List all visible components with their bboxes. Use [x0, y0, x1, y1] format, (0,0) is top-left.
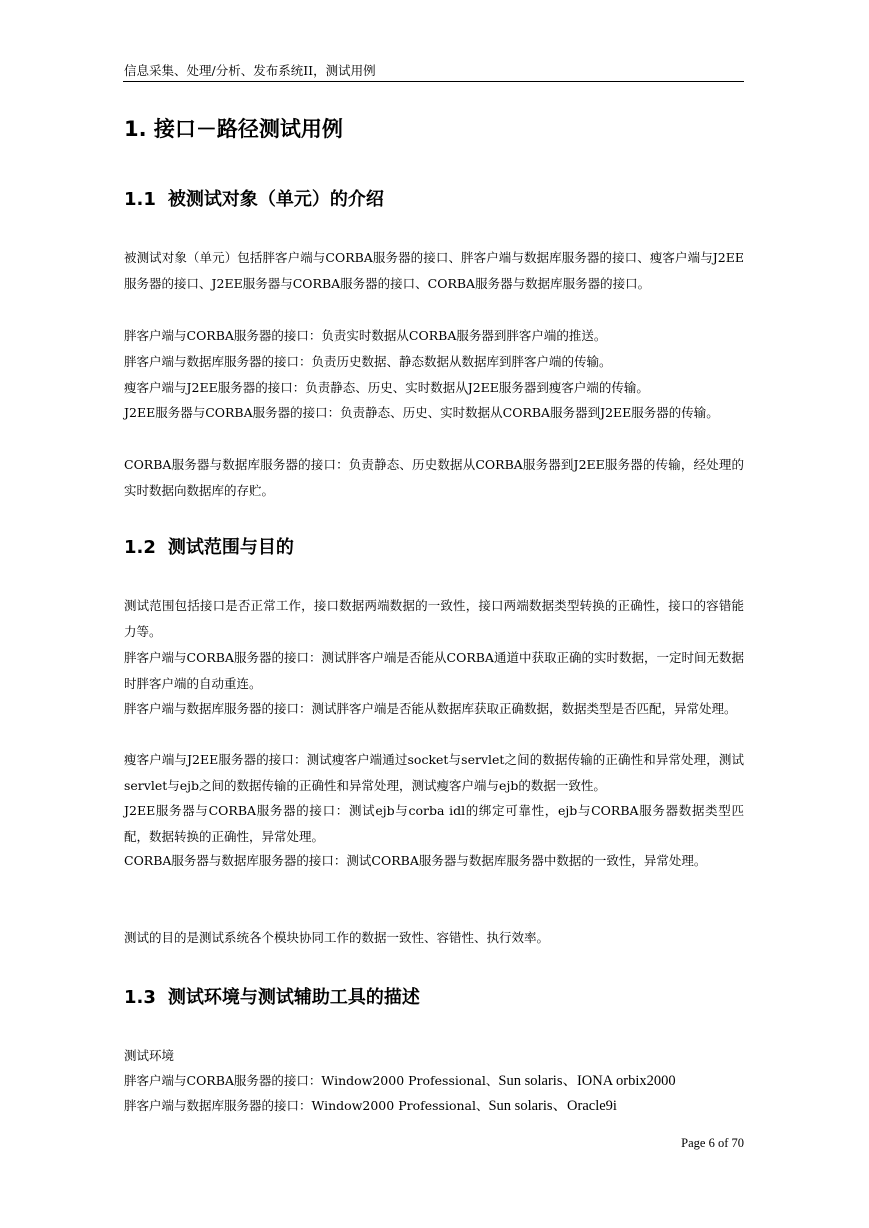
- paragraph: CORBA服务器与数据库服务器的接口：测试CORBA服务器与数据库服务器中数据的一致性，异常处理。: [124, 853, 707, 868]
- env-line-tail: Sun solaris、Oracle9i: [488, 1098, 617, 1114]
- env-line-tail: Sun solaris、IONA orbix2000: [498, 1073, 676, 1089]
- env-label: 测试环境: [124, 1048, 175, 1063]
- section-heading-1-3: [124, 985, 420, 1011]
- section-heading-1-1: [124, 187, 384, 213]
- section-title: 测试范围与目的: [167, 537, 294, 558]
- paragraph: 测试的目的是测试系统各个模块协同工作的数据一致性、容错性、执行效率。: [124, 930, 550, 945]
- page-number: Page 6 of 70: [681, 1136, 744, 1150]
- chapter-title: 1. 接口－路径测试用例: [124, 117, 343, 141]
- paragraph: 瘦客户端与J2EE服务器的接口：测试瘦客户端通过socket与servlet之间的数据传输的正确性和异常处理，测试servlet与ejb之间的数据传输的正确性和异常处理，测试瘦客户端与ejb的数据一致性。: [124, 752, 744, 793]
- env-line: [124, 1093, 617, 1119]
- paragraph: 被测试对象（单元）包括胖客户端与CORBA服务器的接口、胖客户端与数据库服务器的接口、瘦客户端与J2EE服务器的接口、J2EE服务器与CORBA服务器的接口、CORBA服务器与数据库服务器的接口。: [124, 250, 744, 291]
- paragraph: CORBA服务器与数据库服务器的接口：负责静态、历史数据从CORBA服务器到J2EE服务器的传输，经处理的实时数据向数据库的存贮。: [124, 457, 744, 498]
- header-rule: [123, 81, 744, 82]
- paragraph: 胖客户端与数据库服务器的接口：负责历史数据、静态数据从数据库到胖客户端的传输。: [124, 354, 612, 369]
- running-header: 信息采集、处理/分析、发布系统II，测试用例: [124, 63, 376, 78]
- paragraph: 胖客户端与数据库服务器的接口：测试胖客户端是否能从数据库获取正确数据，数据类型是否匹配，异常处理。: [124, 701, 737, 716]
- paragraph: 胖客户端与CORBA服务器的接口：测试胖客户端是否能从CORBA通道中获取正确的实时数据，一定时间无数据时胖客户端的自动重连。: [124, 650, 744, 691]
- env-line-prefix: 胖客户端与CORBA服务器的接口：Window2000 Professional、: [124, 1073, 499, 1088]
- paragraph: J2EE服务器与CORBA服务器的接口：负责静态、历史、实时数据从CORBA服务器到J2EE服务器的传输。: [124, 405, 719, 420]
- section-title: 测试环境与测试辅助工具的描述: [167, 987, 420, 1008]
- env-line: [124, 1068, 676, 1094]
- section-number: 1.2: [124, 537, 156, 558]
- paragraph: 测试范围包括接口是否正常工作，接口数据两端数据的一致性，接口两端数据类型转换的正确性，接口的容错能力等。: [124, 598, 744, 639]
- section-heading-1-2: [124, 535, 294, 561]
- env-line-prefix: 胖客户端与数据库服务器的接口：Window2000 Professional、: [124, 1098, 489, 1113]
- paragraph: J2EE服务器与CORBA服务器的接口：测试ejb与corba idl的绑定可靠性，ejb与CORBA服务器数据类型匹配，数据转换的正确性，异常处理。: [124, 803, 744, 844]
- paragraph: 瘦客户端与J2EE服务器的接口：负责静态、历史、实时数据从J2EE服务器到瘦客户端的传输。: [124, 380, 649, 395]
- paragraph: 胖客户端与CORBA服务器的接口：负责实时数据从CORBA服务器到胖客户端的推送。: [124, 328, 607, 343]
- section-number: 1.1: [124, 189, 156, 210]
- section-number: 1.3: [124, 987, 156, 1008]
- section-title: 被测试对象（单元）的介绍: [167, 189, 384, 210]
